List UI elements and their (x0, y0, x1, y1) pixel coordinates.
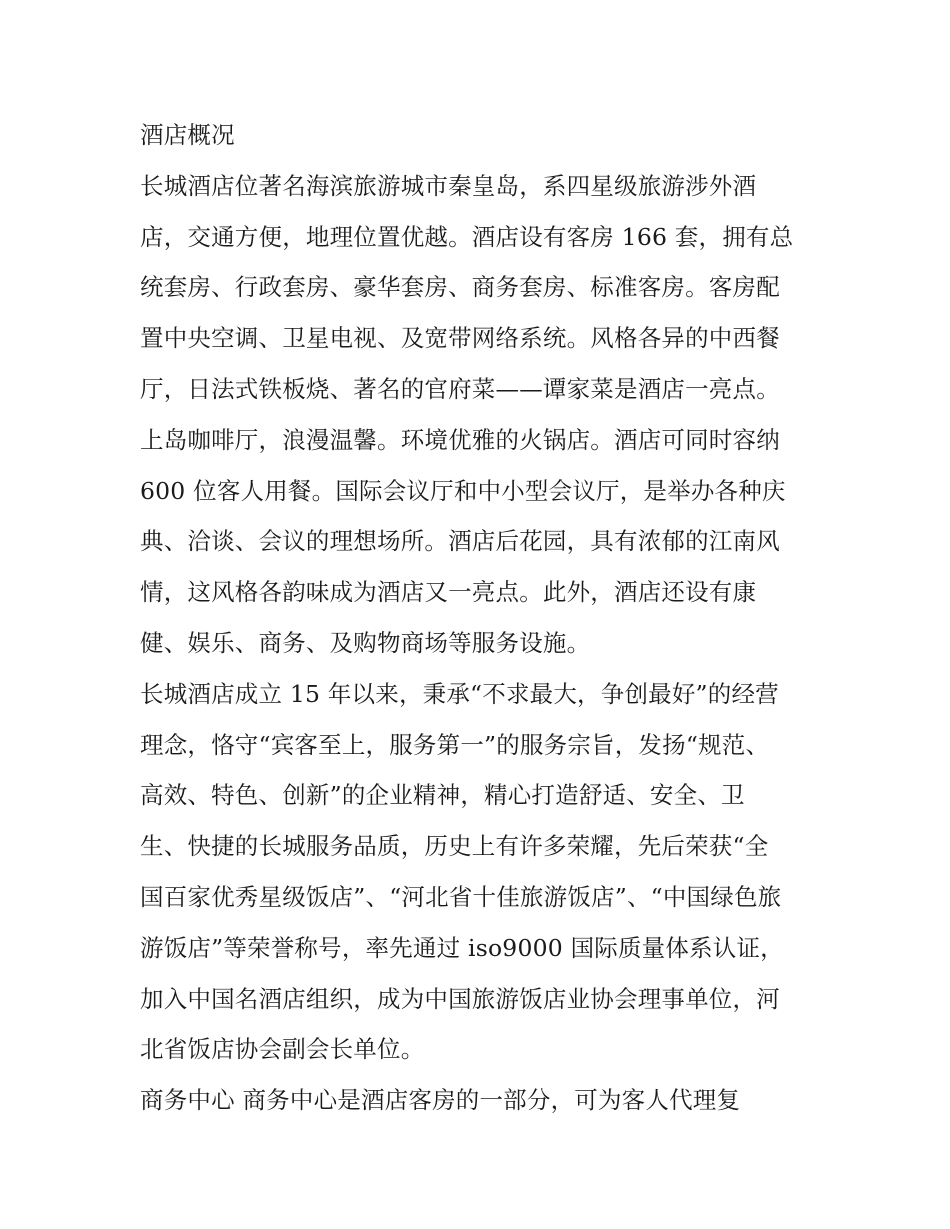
text-line: 统套房、行政套房、豪华套房、商务套房、标准客房。客房配 (140, 273, 780, 302)
text-line: 健、娱乐、商务、及购物商场等服务设施。 (140, 628, 591, 657)
text-line: 理念，恪守“宾客至上，服务第一”的服务宗旨，发扬“规范、 (140, 730, 770, 759)
text-line: 商务中心 商务中心是酒店客房的一部分，可为客人代理复 (140, 1086, 741, 1115)
document-body (140, 110, 830, 1126)
text-line: 高效、特色、创新”的企业精神，精心打造舒适、安全、卫 (140, 781, 745, 810)
text-line: 置中央空调、卫星电视、及宽带网络系统。风格各异的中西餐 (140, 324, 780, 353)
text-line: 生、快捷的长城服务品质，历史上有许多荣耀，先后荣获“全 (140, 832, 769, 861)
text-line: 情，这风格各韵味成为酒店又一亮点。此外，酒店还设有康 (140, 578, 757, 607)
text-line: 国百家优秀星级饭店”、“河北省十佳旅游饭店”、“中国绿色旅 (140, 882, 782, 911)
text-line: 600 位客人用餐。国际会议厅和中小型会议厅，是举办各种庆 (140, 476, 786, 505)
text-line: 北省饭店协会副会长单位。 (140, 1035, 425, 1064)
text-line: 加入中国名酒店组织，成为中国旅游饭店业协会理事单位，河 (140, 984, 780, 1013)
text-line: 长城酒店成立 15 年以来，秉承“不求最大，争创最好”的经营 (140, 679, 779, 708)
section-heading: 酒店概况 (140, 121, 235, 149)
text-line: 典、洽谈、会议的理想场所。酒店后花园，具有浓郁的江南风 (140, 527, 780, 556)
text-line: 游饭店”等荣誉称号，率先通过 iso9000 国际质量体系认证， (140, 933, 784, 962)
text-line: 上岛咖啡厅，浪漫温馨。环境优雅的火锅店。酒店可同时容纳 (140, 425, 780, 454)
text-line: 厅，日法式铁板烧、著名的官府菜——谭家菜是酒店一亮点。 (140, 374, 780, 403)
text-line: 店，交通方便，地理位置优越。酒店设有客房 166 套，拥有总 (140, 222, 794, 251)
text-line: 长城酒店位著名海滨旅游城市秦皇岛，系四星级旅游涉外酒 (140, 171, 757, 200)
